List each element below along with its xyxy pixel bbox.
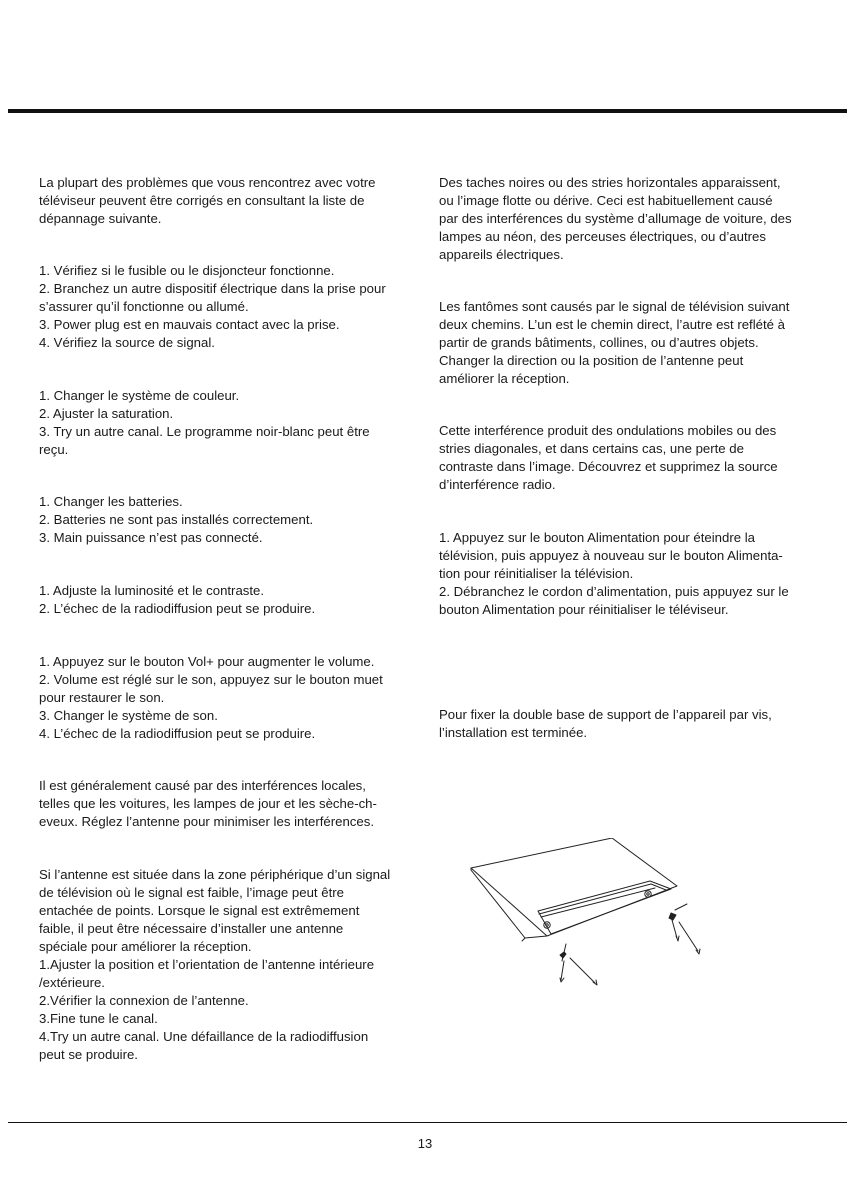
spots-text: Des taches noires ou des stries horizontales apparaissent, ou l’image flotte ou dérive. Ceci est habituellement causé par des interférences du système d’allumage de voiture, des lampes au néon, des perceuses électriques, ou d’autres appareils électriques. xyxy=(439,175,792,262)
no-power-steps: 1. Vérifiez si le fusible ou le disjoncteur fonctionne. 2. Branchez un autre dispositif électrique dans la prise pour s’assurer qu’il fonctionne ou allumé. 3. Power plug est en mauvais contact avec la prise. 4. Vérifiez la source de signal. xyxy=(39,263,386,350)
stand-text: Pour fixer la double base de support de l’appareil par vis, l’installation est terminée. xyxy=(439,707,772,740)
radio-interference-text: Cette interférence produit des ondulations mobiles ou des stries diagonales, et dans certains cas, une perte de contraste dans l’image. Découvrez et supprimez la source d’interférence radio. xyxy=(439,423,778,492)
remote-steps: 1. Changer les batteries. 2. Batteries ne sont pas installés correctement. 3. Main puissance n’est pas connecté. xyxy=(39,494,314,545)
no-picture-steps: 1. Adjuste la luminosité et le contraste. 2. L’échec de la radiodiffusion peut se produire. xyxy=(39,583,316,616)
restart-steps: 1. Appuyez sur le bouton Alimentation pour éteindre la télévision, puis appuyez à nouveau sur le bouton Alimenta- tion pour réinitialiser la télévision. 2. Débranchez le cordon d’alimentation, puis appuyez sur le bouton Alimentation pour réinitialiser le téléviseur. xyxy=(439,530,789,617)
no-sound-steps: 1. Appuyez sur le bouton Vol+ pour augmenter le volume. 2. Volume est réglé sur le son, appuyez sur le bouton muet pour restaurer le son. 3. Changer le système de son. 4. L’échec de la radiodiffusion peut se produire. xyxy=(39,654,383,741)
snow-text: Si l’antenne est située dans la zone périphérique d’un signal de télévision où le signal est faible, l’image peut être entachée de points. Lorsque le signal est extrêmement faible, il peut être nécessaire d’installer une antenne spéciale pour améliorer la réception. 1.Ajuster la position et l’orientation de l’antenne intérieure /extérieure. 2.Vérifier la connexion de l’antenne. 3.Fine tune le canal. 4.Try un autre canal. Une défaillance de la radiodiffusion peut se produire. xyxy=(39,867,391,1062)
noise-text: Il est généralement causé par des interférences locales, telles que les voitures, les lampes de jour et les sèche-ch- eveux. Réglez l’antenne pour minimiser les interférences. xyxy=(39,778,377,829)
ghosts-text: Les fantômes sont causés par le signal de télévision suivant deux chemins. L’un est le chemin direct, l’autre est reflété à partir de grands bâtiments, collines, ou d’autres objets. Changer la direction ou la position de l’antenne peut améliorer la réception. xyxy=(439,299,790,386)
page-number: 13 xyxy=(417,1136,433,1151)
intro-text: La plupart des problèmes que vous rencontrez avec votre téléviseur peuvent être corrigés en consultant la liste de dépannage suivante. xyxy=(39,175,376,226)
header-rule xyxy=(8,109,847,113)
no-color-steps: 1. Changer le système de couleur. 2. Ajuster la saturation. 3. Try un autre canal. Le programme noir-blanc peut être reçu. xyxy=(39,388,370,457)
tv-stand-screw-icon xyxy=(465,838,715,990)
footer-rule xyxy=(8,1122,847,1123)
